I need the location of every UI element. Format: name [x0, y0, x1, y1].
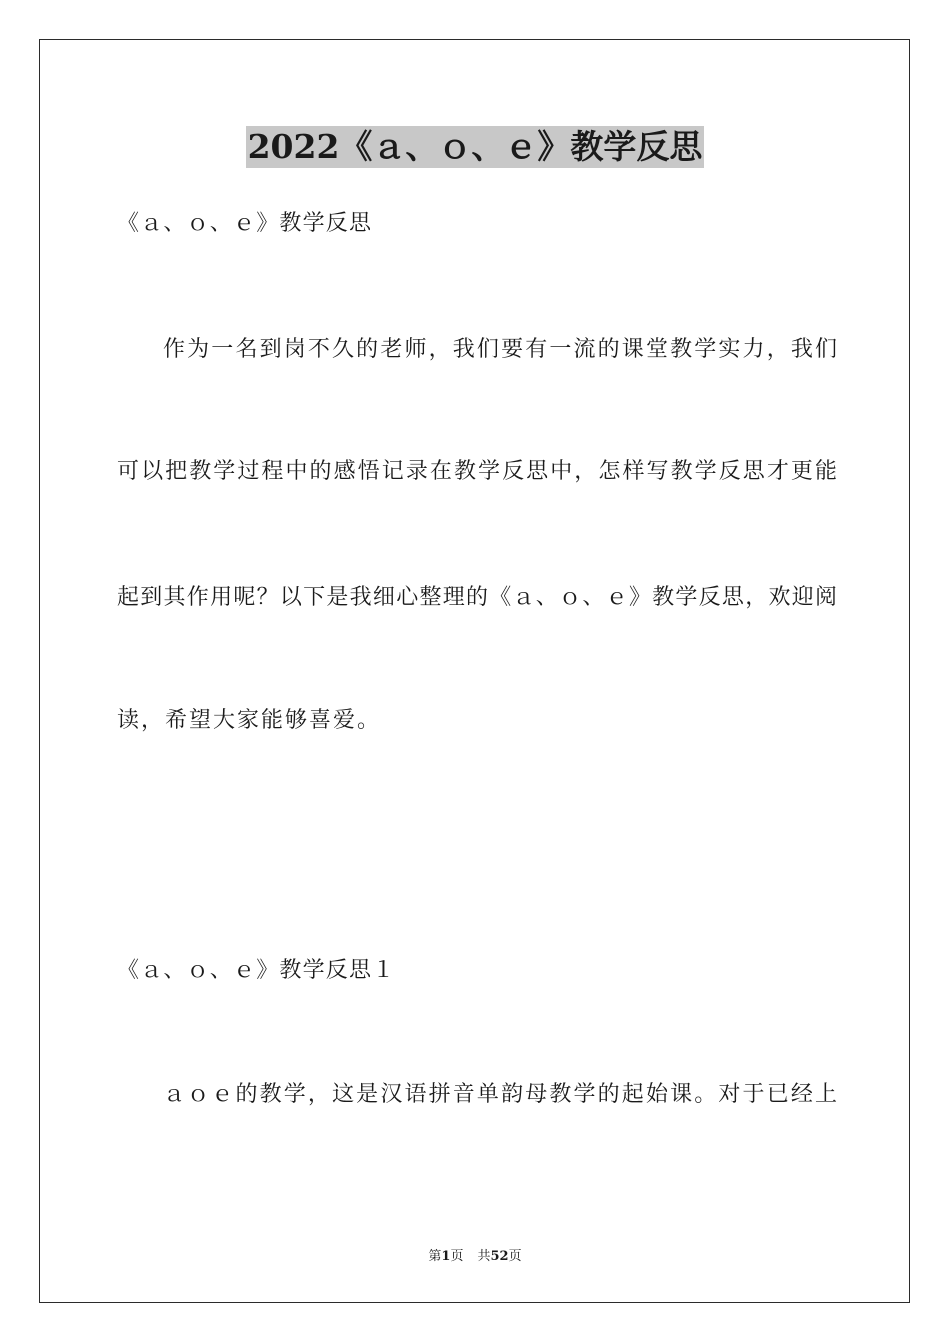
subtitle: 《ａ、ｏ、ｅ》教学反思: [117, 211, 373, 236]
footer-page-suffix: 页: [450, 1249, 464, 1264]
footer-page-number: 1: [441, 1249, 451, 1264]
footer-prefix: 第: [428, 1249, 442, 1264]
footer-total-suffix: 页: [508, 1249, 522, 1264]
intro-line-2: 可以把教学过程中的感悟记录在教学反思中，怎样写教学反思才更能: [117, 459, 837, 484]
page-footer: [0, 1248, 950, 1266]
section-heading: 《ａ、ｏ、ｅ》教学反思１: [117, 958, 396, 983]
intro-line-4: 读，希望大家能够喜爱。: [117, 708, 382, 733]
section-line-1: ａｏｅ的教学，这是汉语拼音单韵母教学的起始课。对于已经上: [163, 1082, 837, 1107]
footer-total-pages: 52: [490, 1249, 509, 1264]
title-container: [0, 126, 950, 168]
intro-line-3: 起到其作用呢？以下是我细心整理的《ａ、ｏ、ｅ》教学反思，欢迎阅: [117, 585, 837, 610]
document-title: 2022《ａ、ｏ、ｅ》教学反思: [247, 127, 703, 166]
footer-total-prefix: 共: [477, 1249, 491, 1264]
intro-line-1: 作为一名到岗不久的老师，我们要有一流的课堂教学实力，我们: [163, 337, 837, 362]
